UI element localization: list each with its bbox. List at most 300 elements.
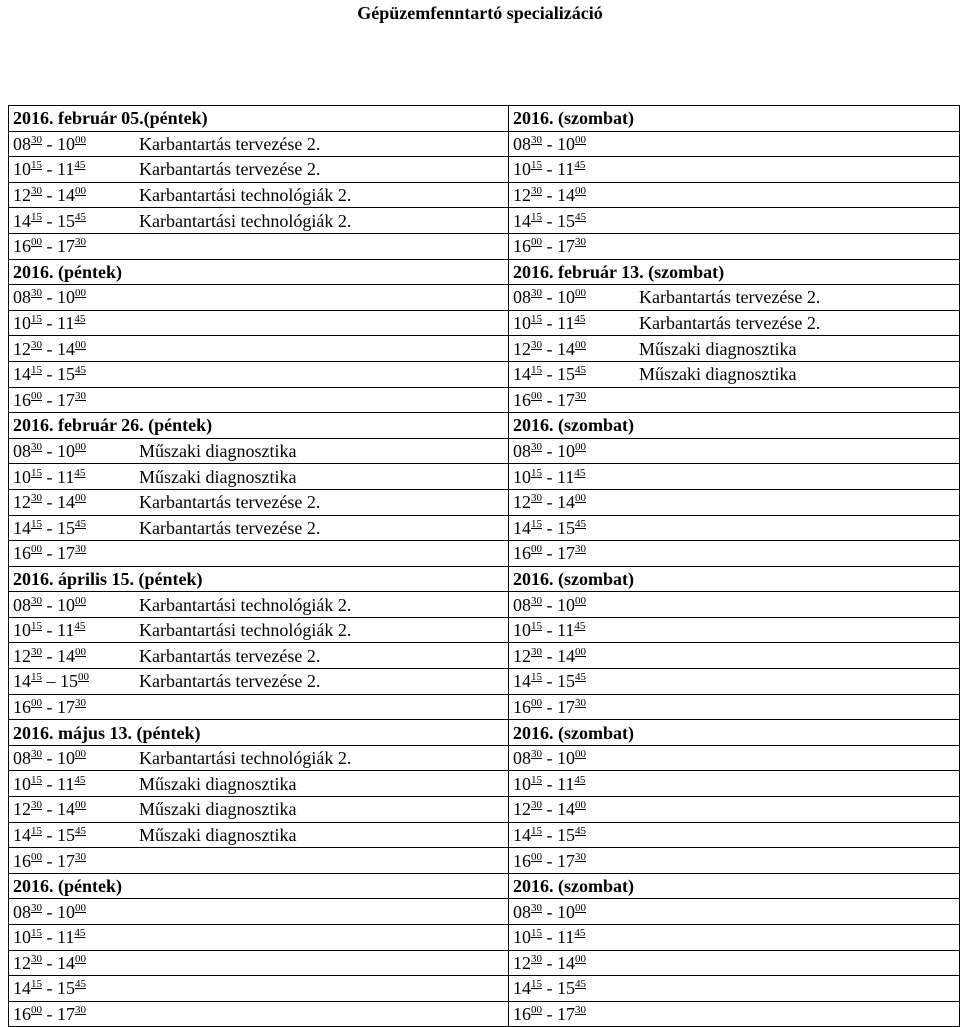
session-subject: Karbantartás tervezése 2.	[639, 313, 821, 334]
session-row	[9, 233, 960, 259]
session-time	[513, 465, 639, 489]
start-hour: 14	[513, 978, 531, 999]
end-minute: 00	[75, 901, 86, 914]
start-hour: 16	[513, 236, 531, 257]
session-cell	[509, 694, 960, 720]
end-minute: 00	[575, 492, 586, 505]
time-separator: -	[546, 466, 553, 487]
session-cell	[9, 182, 509, 208]
start-hour: 10	[513, 466, 531, 487]
time-separator: -	[546, 978, 553, 999]
day-header-row	[9, 106, 960, 132]
start-hour: 16	[13, 1004, 31, 1025]
end-minute: 45	[75, 824, 86, 837]
session-time	[13, 746, 139, 770]
session-time	[13, 925, 139, 949]
session-cell	[509, 515, 960, 541]
session-subject: Műszaki diagnosztika	[639, 364, 797, 385]
session-cell	[9, 157, 509, 183]
end-minute: 00	[75, 799, 86, 812]
start-minute: 15	[31, 159, 42, 172]
session-time	[513, 746, 639, 770]
time-separator: -	[46, 952, 53, 973]
session-cell	[9, 592, 509, 618]
session-cell	[509, 285, 960, 311]
session-time	[513, 823, 639, 847]
end-hour: 10	[57, 748, 75, 769]
start-minute: 15	[531, 671, 542, 684]
start-minute: 30	[531, 185, 542, 198]
time-separator: -	[546, 927, 553, 948]
time-separator: -	[546, 210, 553, 231]
start-hour: 12	[513, 799, 531, 820]
start-hour: 14	[13, 824, 31, 845]
start-hour: 10	[513, 927, 531, 948]
time-separator: -	[546, 159, 553, 180]
time-separator: -	[546, 594, 553, 615]
day-header: 2016. (szombat)	[509, 106, 960, 132]
session-time	[13, 516, 139, 540]
end-minute: 45	[75, 364, 86, 377]
session-time	[513, 1002, 639, 1026]
end-hour: 11	[557, 159, 575, 180]
session-time	[13, 234, 139, 258]
session-cell	[509, 387, 960, 413]
session-cell	[509, 976, 960, 1002]
session-time	[13, 976, 139, 1000]
start-hour: 16	[13, 696, 31, 717]
session-cell	[9, 336, 509, 362]
session-cell	[509, 617, 960, 643]
start-hour: 08	[513, 594, 531, 615]
session-row	[9, 797, 960, 823]
session-time	[513, 183, 639, 207]
session-row	[9, 771, 960, 797]
session-row	[9, 1001, 960, 1027]
session-time	[513, 285, 639, 309]
session-subject: Karbantartás tervezése 2.	[139, 517, 321, 538]
session-subject: Karbantartási technológiák 2.	[139, 210, 352, 231]
end-hour: 17	[57, 696, 75, 717]
time-separator: -	[46, 1004, 53, 1025]
start-hour: 10	[13, 313, 31, 334]
session-row	[9, 310, 960, 336]
end-minute: 00	[75, 338, 86, 351]
end-hour: 17	[57, 236, 75, 257]
day-header: 2016. április 15. (péntek)	[9, 566, 509, 592]
start-hour: 14	[513, 364, 531, 385]
end-hour: 10	[57, 594, 75, 615]
session-row	[9, 285, 960, 311]
end-hour: 14	[557, 799, 575, 820]
start-minute: 15	[531, 824, 542, 837]
start-minute: 15	[31, 671, 42, 684]
session-row	[9, 157, 960, 183]
start-minute: 30	[31, 492, 42, 505]
day-header: 2016. (péntek)	[9, 873, 509, 899]
start-hour: 12	[513, 338, 531, 359]
session-row	[9, 950, 960, 976]
time-separator: -	[46, 543, 53, 564]
session-cell	[509, 233, 960, 259]
session-row	[9, 182, 960, 208]
end-hour: 10	[57, 287, 75, 308]
start-minute: 15	[31, 824, 42, 837]
session-cell	[509, 541, 960, 567]
session-row	[9, 489, 960, 515]
start-minute: 00	[31, 389, 42, 402]
session-time	[513, 362, 639, 386]
start-minute: 15	[31, 313, 42, 326]
session-cell	[9, 361, 509, 387]
end-hour: 17	[57, 389, 75, 410]
end-minute: 45	[75, 210, 86, 223]
end-hour: 10	[557, 133, 575, 154]
start-hour: 16	[513, 543, 531, 564]
session-subject: Karbantartás tervezése 2.	[139, 159, 321, 180]
time-separator: -	[546, 185, 553, 206]
start-hour: 14	[13, 210, 31, 231]
session-cell	[509, 669, 960, 695]
session-cell	[509, 797, 960, 823]
time-separator: -	[546, 748, 553, 769]
end-minute: 45	[575, 978, 586, 991]
session-cell	[9, 515, 509, 541]
time-separator: -	[46, 236, 53, 257]
session-cell	[9, 489, 509, 515]
session-cell	[9, 643, 509, 669]
session-time	[13, 183, 139, 207]
session-cell	[9, 925, 509, 951]
session-cell	[9, 899, 509, 925]
session-row	[9, 361, 960, 387]
session-cell	[509, 464, 960, 490]
session-cell	[509, 361, 960, 387]
session-cell	[509, 848, 960, 874]
session-cell	[509, 745, 960, 771]
end-minute: 00	[575, 338, 586, 351]
session-row	[9, 976, 960, 1002]
session-subject: Műszaki diagnosztika	[639, 338, 797, 359]
time-separator: -	[46, 927, 53, 948]
session-time	[513, 951, 639, 975]
end-minute: 45	[74, 466, 86, 479]
session-row	[9, 822, 960, 848]
start-hour: 10	[13, 773, 31, 794]
end-minute: 45	[74, 313, 86, 326]
start-minute: 15	[531, 313, 542, 326]
time-separator: -	[46, 441, 53, 462]
session-row	[9, 387, 960, 413]
time-separator: -	[46, 748, 53, 769]
session-time	[513, 925, 639, 949]
end-hour: 11	[57, 313, 75, 334]
session-cell	[509, 131, 960, 157]
day-header: 2016. (szombat)	[509, 566, 960, 592]
session-subject: Karbantartás tervezése 2.	[139, 645, 321, 666]
start-minute: 00	[531, 1004, 542, 1017]
start-minute: 30	[31, 748, 42, 761]
end-minute: 00	[575, 133, 586, 146]
start-hour: 16	[13, 850, 31, 871]
end-minute: 00	[75, 287, 86, 300]
session-subject: Műszaki diagnosztika	[139, 441, 297, 462]
end-minute: 30	[75, 389, 86, 402]
day-header: 2016. (szombat)	[509, 413, 960, 439]
start-hour: 14	[13, 671, 31, 692]
start-hour: 10	[513, 313, 531, 334]
end-hour: 14	[557, 492, 575, 513]
session-time	[13, 772, 139, 796]
start-minute: 15	[31, 517, 42, 530]
time-separator: -	[46, 824, 53, 845]
session-cell	[509, 950, 960, 976]
session-subject: Karbantartás tervezése 2.	[139, 492, 321, 513]
session-row	[9, 669, 960, 695]
session-cell	[509, 438, 960, 464]
start-minute: 00	[31, 850, 42, 863]
start-hour: 12	[13, 185, 31, 206]
session-time	[513, 900, 639, 924]
session-time	[13, 362, 139, 386]
session-time	[13, 669, 139, 693]
end-minute: 30	[575, 1004, 586, 1017]
session-row	[9, 848, 960, 874]
end-minute: 00	[75, 133, 86, 146]
start-minute: 15	[31, 927, 42, 940]
day-header: 2016. május 13. (péntek)	[9, 720, 509, 746]
end-minute: 30	[575, 543, 586, 556]
day-header-row	[9, 566, 960, 592]
time-separator: -	[546, 517, 553, 538]
start-hour: 14	[513, 824, 531, 845]
time-separator: -	[546, 313, 553, 334]
start-minute: 30	[531, 901, 542, 914]
session-time	[13, 285, 139, 309]
day-header: 2016. február 05.(péntek)	[9, 106, 509, 132]
session-time	[513, 132, 639, 156]
end-hour: 15	[60, 671, 78, 692]
end-hour: 10	[557, 441, 575, 462]
start-hour: 12	[13, 338, 31, 359]
session-cell	[9, 771, 509, 797]
session-time	[513, 516, 639, 540]
time-separator: -	[546, 236, 553, 257]
end-minute: 45	[574, 773, 586, 786]
time-separator: -	[46, 159, 53, 180]
session-time	[13, 541, 139, 565]
session-cell	[9, 208, 509, 234]
end-minute: 00	[78, 671, 89, 684]
session-time	[513, 797, 639, 821]
session-time	[13, 337, 139, 361]
start-minute: 30	[531, 441, 542, 454]
start-hour: 08	[13, 594, 31, 615]
end-minute: 00	[75, 185, 86, 198]
end-minute: 00	[575, 748, 586, 761]
session-cell	[9, 848, 509, 874]
start-minute: 30	[31, 645, 42, 658]
session-cell	[9, 822, 509, 848]
session-row	[9, 592, 960, 618]
time-separator: -	[46, 492, 53, 513]
session-time	[13, 644, 139, 668]
schedule-grid	[8, 105, 959, 1025]
start-hour: 08	[13, 133, 31, 154]
start-hour: 14	[513, 210, 531, 231]
session-subject: Karbantartás tervezése 2.	[139, 133, 321, 154]
end-minute: 00	[75, 441, 86, 454]
session-time	[513, 439, 639, 463]
start-hour: 16	[13, 236, 31, 257]
end-hour: 11	[57, 466, 75, 487]
session-time	[513, 490, 639, 514]
start-hour: 08	[513, 133, 531, 154]
start-hour: 14	[13, 517, 31, 538]
session-time	[13, 797, 139, 821]
time-separator: -	[546, 952, 553, 973]
start-hour: 08	[513, 441, 531, 462]
session-row	[9, 617, 960, 643]
session-row	[9, 899, 960, 925]
session-time	[13, 900, 139, 924]
time-separator: -	[46, 850, 53, 871]
start-minute: 15	[531, 620, 542, 633]
start-minute: 15	[31, 364, 42, 377]
start-minute: 30	[531, 594, 542, 607]
start-hour: 08	[13, 748, 31, 769]
start-hour: 10	[13, 620, 31, 641]
end-hour: 10	[557, 901, 575, 922]
end-minute: 45	[74, 159, 86, 172]
time-separator: –	[46, 671, 56, 692]
time-separator: -	[546, 620, 553, 641]
session-cell	[509, 208, 960, 234]
session-time	[13, 823, 139, 847]
session-time	[513, 209, 639, 233]
start-minute: 00	[31, 236, 42, 249]
session-subject: Karbantartási technológiák 2.	[139, 748, 352, 769]
day-header: 2016. (szombat)	[509, 873, 960, 899]
session-cell	[9, 617, 509, 643]
end-hour: 15	[557, 517, 575, 538]
start-hour: 08	[513, 748, 531, 769]
session-time	[513, 618, 639, 642]
end-hour: 14	[57, 185, 75, 206]
end-hour: 10	[557, 748, 575, 769]
session-subject: Műszaki diagnosztika	[139, 773, 297, 794]
end-hour: 10	[57, 441, 75, 462]
session-cell	[9, 285, 509, 311]
end-hour: 11	[557, 773, 575, 794]
time-separator: -	[546, 338, 553, 359]
day-header: 2016. február 26. (péntek)	[9, 413, 509, 439]
time-separator: -	[546, 696, 553, 717]
start-minute: 30	[31, 901, 42, 914]
end-hour: 10	[557, 594, 575, 615]
time-separator: -	[546, 824, 553, 845]
end-minute: 45	[74, 773, 86, 786]
session-time	[513, 669, 639, 693]
session-time	[13, 593, 139, 617]
start-minute: 00	[531, 543, 542, 556]
end-minute: 45	[574, 159, 586, 172]
day-header-row	[9, 720, 960, 746]
start-minute: 15	[531, 364, 542, 377]
end-hour: 15	[57, 210, 75, 231]
session-row	[9, 464, 960, 490]
start-hour: 12	[13, 952, 31, 973]
end-minute: 30	[575, 236, 586, 249]
end-minute: 00	[575, 594, 586, 607]
start-minute: 30	[531, 338, 542, 351]
session-subject: Műszaki diagnosztika	[139, 824, 297, 845]
time-separator: -	[546, 492, 553, 513]
session-time	[513, 976, 639, 1000]
start-hour: 10	[513, 773, 531, 794]
end-hour: 14	[557, 952, 575, 973]
time-separator: -	[546, 133, 553, 154]
start-minute: 15	[31, 773, 42, 786]
start-minute: 00	[531, 236, 542, 249]
start-hour: 12	[513, 952, 531, 973]
end-hour: 17	[557, 543, 575, 564]
start-minute: 30	[531, 492, 542, 505]
end-minute: 30	[575, 850, 586, 863]
session-time	[513, 337, 639, 361]
session-row	[9, 541, 960, 567]
end-minute: 30	[575, 696, 586, 709]
session-cell	[509, 489, 960, 515]
session-time	[513, 311, 639, 335]
start-minute: 30	[531, 799, 542, 812]
start-minute: 30	[531, 287, 542, 300]
start-hour: 12	[513, 492, 531, 513]
start-hour: 10	[513, 159, 531, 180]
day-header-row	[9, 873, 960, 899]
time-separator: -	[546, 901, 553, 922]
session-subject: Karbantartási technológiák 2.	[139, 185, 352, 206]
end-minute: 30	[575, 389, 586, 402]
end-hour: 11	[57, 620, 75, 641]
start-hour: 08	[13, 287, 31, 308]
session-cell	[9, 233, 509, 259]
session-cell	[9, 694, 509, 720]
time-separator: -	[546, 389, 553, 410]
time-separator: -	[546, 645, 553, 666]
time-separator: -	[46, 287, 53, 308]
session-time	[13, 311, 139, 335]
session-time	[513, 157, 639, 181]
start-minute: 15	[531, 517, 542, 530]
start-minute: 30	[31, 799, 42, 812]
time-separator: -	[46, 133, 53, 154]
end-hour: 17	[557, 696, 575, 717]
day-header: 2016. február 13. (szombat)	[509, 259, 960, 285]
start-hour: 16	[513, 850, 531, 871]
end-minute: 30	[75, 850, 86, 863]
time-separator: -	[546, 364, 553, 385]
session-cell	[9, 387, 509, 413]
end-hour: 17	[57, 850, 75, 871]
start-hour: 12	[513, 185, 531, 206]
start-minute: 00	[31, 543, 42, 556]
end-minute: 30	[75, 236, 86, 249]
session-subject: Karbantartási technológiák 2.	[139, 620, 352, 641]
session-cell	[9, 976, 509, 1002]
start-hour: 16	[13, 543, 31, 564]
start-minute: 30	[31, 952, 42, 965]
